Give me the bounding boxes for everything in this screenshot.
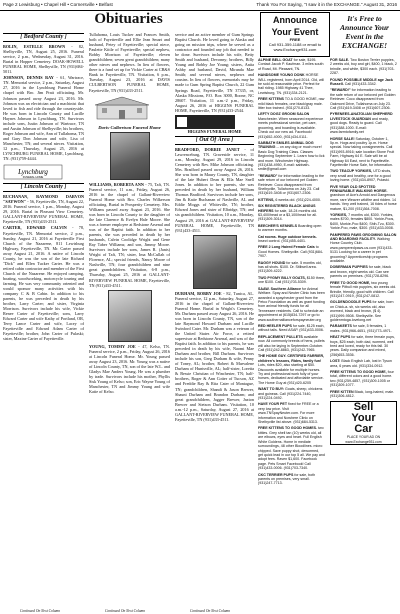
classified-heading: SABBATH SMILES ANIMAL DOG TRAINING [258,140,314,150]
classified-text: 6 weeks old. (931)224-4000. [274,197,321,202]
classified-text: $150 three, one $100. Call (931)703-5309. [258,275,325,285]
classified-heading: LEFTY DOGZ GROOM SALON [258,112,310,117]
obit-young-continued: service and an active member of Gum Springs Baptist Church. He loved going to Alaska and going on mission trips, where he served as a contractor and founded any job that needed to be done. Survivors include his wife, Betty Smith and husband, Devonny; brothers, Billy Young and Bobby Joe Young; sisters, Anita Ashby and husband, David, Miranda Mae Smith; and several nieces, nephews and cousins. In lieu of flowers, memorials may be made to Gum Spring Baptist Church, 22 Gum Springs Road, Fayetteville, TN 37335, or, Alaska Missions, P.O. Box 3000, Boone, NC 28607. Visitation, 11 a.m.-2 p.m., Friday, August 26, 2016 at HIGGINS FUNERAL HOME, Fayetteville, TN (931)433-2544. [175,32,254,113]
classified-heading: TWO PYGMY BILLY GOATS, [258,275,306,280]
classified-heading: RAGGY HOUND [258,260,286,265]
classified-text: for sale, both parents on premises, very small. (931)247-7713. [258,472,316,486]
classified-item [330,324,397,333]
classified-item [330,233,397,264]
classified-item [258,245,325,258]
classified-heading: BEECHER'S KENNELS [258,223,297,228]
classified-text: for sale, three female pups, boys, $25 each, both dad, wormed, well bred and loved, ready for this fall. 30 years. Daily companion and mixed, (256)653-3536. [330,335,395,357]
classified-item [330,370,397,388]
classified-text: Boarding open to warmer months. [258,223,322,233]
davis-culbertson-label: Davis-Culbertson Funeral Home [98,124,161,130]
sell-ad-line: Your [351,412,376,425]
classified-column-2 [330,58,397,606]
classified-text: two young female Pitbull mix puppies, six weeks old. Brindle, friendly, good with children. Call (931)247-0919, (931)247-0812. [330,280,397,298]
obit-name: YOUNG, TOMMY JOE [89,343,136,349]
classified-item [258,97,325,110]
obit-name: WILLIAMS, ROBERTA ANN [89,181,144,187]
classified-text: for Animal Welfare. Spay and Neuter Clinic has been awarded a spay/neuter grant from the Petco Foundation as well as grant funding from animal friendly funds for all Tennessee residents. Call to schedule an appointment at (615)834-7297 or go to www.southernallianceforspayneuter.org [258,286,325,322]
classified-item [258,335,325,353]
classified-item [330,359,397,368]
footer-continued-1: Continued On Next Column [20,609,61,613]
classified-item [258,58,325,71]
classified-text: Black, long-haired, male. (931)306-4812. [330,389,395,399]
classified-item [258,426,325,470]
classified-column-1 [258,58,325,606]
higgins-logo-icon [175,115,235,129]
classified-text: Walking Horse Country Club. www.pamperedpaws-us.com (931)433-5131 Looking for a career in pet grooming? Apprenticeship programs available. [330,237,393,264]
footer-continued-2: Continued On Next Column [105,609,146,613]
obit-text: - 82, Tunica, AL. Funeral service, 12 p.m., Saturday, August 27, 2016 in the chapel of Gallant-Riverview Funeral Home. Burial in Wright's Cemetery. Mr. Durham passed away August 26, 2016. He was born in Lincoln County, TN, son of the late Raymond Howard Durham and Lucille Swinford Cater. Mr. Durham was a veteran of the United States Air Force, a retired supervisor at Redstone Arsenal, and was of the Baptist faith. In addition to his parents, he was preceded in death by his wife, Naomi Mae Durham and brother, Bill Durham. Survivors include his son, Greg Durham & wife, Penny of Toney, AL; brother, Robert & Marvalene Durham of Huntsville, AL; half-sister, Loretta & Bessie Christian of Winchester, TN; half-brothers, Roger & Ann Cotter of Tucson, AZ and Freddie Ray & Rita Cater of Montague, TN; grandchildren, Shandi & Jason Brewer, Shauni Durham and Brandon Durham; and great grandchildren, Jagger Brewer, Jaxton Brewer and Stetson Durham. Visitation, 10 a.m.-12 p.m., Saturday, August 27, 2016 at GALLANT-RIVERVIEW FUNERAL HOME, Fayetteville, TN (931)433-4511. [175,290,254,422]
classified-item [330,265,397,278]
classified-text: for sale, 18-24 months old. $3,400/head or a $3,100/head for all. (931)309-3014. [258,208,318,222]
obit-bolin [3,44,84,74]
obituaries-title: Obituaries [94,11,163,27]
classified-heading: "REWARD!" [330,88,351,93]
classified-item [258,387,325,400]
classified-heading: FREE 2 Long Haired Female Cats [258,245,315,250]
classified-heading: HEAT PUPS [330,335,351,340]
obit-name: BRADFORD, DORRIE JANET [175,146,240,152]
classified-heading: WANT TO BUY: [258,387,285,392]
funeral-home-building-icon [89,95,155,125]
classified-text: for sale, black and brown, eight weeks old. Can see parents on premises. (931)728-8296. [330,265,391,279]
classified-heading: "REWARD" [258,173,278,178]
obit-text: - 56, Fayetteville, TN, August 22, 2016. Funeral service, 1 p.m., Monday, August 29, 2016. Burial in Pleasant View Cemetery. GALLANT-RIVERVIEW FUNERAL HOME, Fayetteville, TN (931)433-2511. [3,199,84,225]
announce-contact: Call 931-359-1188 or email to www.Exchange931.com [268,42,322,52]
classified-heading: FREE TO GOOD HOME, [330,280,371,285]
classified-text: to Good Homes. Shelbyville. Call (931)684-7907. [258,245,324,259]
section-lincoln: [ Lincoln County ] [3,183,84,192]
classified-text: Lots, rides $20, also starting at $50. Discounts available for multiple horses. Try and professional work fully of your horses, dedicated and affordable service. The Home Guy at (931)420-6205 [258,363,324,385]
classified-heading: ALPINE BELL GOAT [258,58,293,62]
classified-item [258,224,325,233]
classified-item [258,473,325,486]
obit-text: - 75, Taft, TN. Funeral service, 11 a.m., Friday, August 26, 2016 in the chapel of Gallant-Riverview Funeral Home with Bro. Charles Wilkerson officiating. Burial in Prosperity Cemetery. Mrs. Williams passed away August 23, 2016. She was born in Lincoln County to the daughter of the late Clarence & Evelyn Hale Moore. She was a former employee at Redstone Arsenal and was of the Baptist faith. In addition to her parents, she was preceded in death by her husbands, Calvin Coolidge Wright and Gene Ray Taber Williams; and son, Jimmy Moore. Survivors include her sons, James R. (Janis) Wright of Taft, TN; sister, Ima McCullah of Florence, AL; special friends, Nancy Moore of Nashville, TN; four grandchildren and nine great grandchildren. Visitation, 6-8 p.m., Thursday, August 25, 2016 at GALLANT-RIVERVIEW FUNERAL HOME, Fayetteville, TN (931)433-4511. [89,181,170,288]
classified-text: UTD shots, very small and healthy, one for a good loving home. (931)434-8907, Pulaski. [330,169,392,183]
obit-name: CARTER, EDWARD CALVIN [3,225,67,231]
obit-buchanan [3,194,84,224]
young-portrait [108,290,152,342]
classified-heading: HANDSOME YOUNG DONK [258,73,305,78]
classified-heading: HORSE SALE! [330,136,355,141]
classified-text: for sale, born on Chick-a- sh, six weeks old, also wormed, black and brown, ($ 4). (931)999-9508. Shelbyville. See goldenmtoga.lovelong.net [330,300,394,322]
obit-williams [89,182,170,288]
classified-item [258,235,325,244]
classified-text: Insect control. (931)455-4401. [258,239,306,244]
classified-heading: PARAKEETS [330,324,352,329]
obit-name: BOLIN, ESTELLE BROWN [3,44,66,50]
sell-ad-line: Sell [353,401,374,414]
announce-box[interactable] [260,12,330,57]
classified-item [258,198,325,202]
header-right: Thank You For Saying, "I saw it in the EXCHANGE." August 31, 2016 [256,2,397,7]
classified-heading: FOUND POSSIBLE MIDDLE age Jack Russell. [330,77,393,87]
classified-text: and ready, good dogs. Ready to guard. Call (931)388-1000. E-mail: www.farmtofamily.net [330,116,389,135]
lynchburg-logo [3,164,84,180]
classified-heading: Cat rooms. Huge outdoor kennels. [258,234,317,239]
classified-item [258,174,325,196]
classified-text: Saturday, October 1, 5p.m. Hogs and poultry 1p.m. Horse special. Now taking consignments. Call (931)993-8916; sale location Stone Fruit Farm, Highway 64 E. Sale will be at Highway 64 East, next to Fayetteville. Fayetteville Horse Sale, for information. [330,136,395,167]
classified-item [330,281,397,299]
classified-item [258,73,325,95]
obit-column-2 [89,32,170,604]
obit-text: - 61, Wartrace, TN. Memorial service, 2 p.m., Saturday, August 27, 2016 in the Lynchburg Funeral Home chapel with Bro. Jim Pratt officiating. Mr. Johnson passed away August 23, 2016. Mr. Johnson was an electrician and a machinist that loved to fish and ride through the countryside. He was born in Lincoln County and Lucille Haynes Johnson in Lynchburg, TN. Survivors include sons, Justin Johnson of Wartrace, TN and Austin Johnson of Shelbyville; his brothers, Roger Johnson and wife, Ann of Tullahoma, TN and Gary Don Johnson and wife, Lisa of Manchester, TN; and several nieces. Visitation, 12 p.m., Thursday, August 25, 2016 at LYNCHBURG FUNERAL HOME, Lynchburg, TN. (931)759-4444. [3,75,84,162]
obit-text: - 78, Fayetteville, TN. Memorial service, 2 p.m., Sunday, August 21, 2016 at Fayetteville First Church of the Nazarene, 811 Lewisburg Highway, Fayetteville, TN. Mr. Carter passed away August 21, 2016. A native of Lincoln County, he was the son of the late Richard "Dick" and Ellen Tucker Carter. He was a retired cabin contractor and member of the First Church of the Nazarene. He enjoyed camping, boating, woodworking, motorcycle touring and farming. He was very community oriented and would sponsor many activities with his company C & B Cabin. In addition to his parents, he was preceded in death by his brother, Larry Carter; and sister, Virginia Morrison. Survivors include his wife, Vickie Renee Carter of Fayetteville; sons, Larry Edward Carter and wife Kathy of Portland, OR, Terry Lance Carter and wife, Lacey of Fayetteville and Edward Adam Carter of Fayetteville; brother, John Carter of Pulaski; sister, Maxine Carter of Fayetteville. [3,225,84,342]
classified-heading: FREE KITTENS [258,97,284,102]
classified-heading: PYRENEES-ANATOLIAN SHEPHERD LIVESTOCK GUARDIAN [330,112,393,121]
classified-heading: KITTENS, [258,197,275,202]
classified-text: Manchester. When seasoned experience meets professional service, pet care, grooming, and boarding is available. Check out our new ad. Facebook! (931)652-4000, (931)434-0111. [258,116,324,139]
classified-item [258,354,325,385]
lynchburg-logo-icon [3,164,63,180]
classified-text: for sale, $195. Contact Jacob P. Kaufman. 3 miles south of Road, Mt. Pleasant, TN. [258,58,324,71]
classified-item [258,112,325,138]
classified-text: HORSE WILL registered, born April 2014. Old, will be sold at reasonable price. Perfect for trail riding. 1985 Highway 41 Thee, Lewisburg, TN. (931)334-2121. [258,73,324,95]
announce-banner [258,11,398,56]
classified-item [330,390,397,399]
classified-text: 7 months old, $300. Yorkies, males $700, females $800. Yorkie-Poos, $400, Morkie-Poo $400, Shih-Tzu, $300. Yorkie-Poo, male, $300. (931)433-0008. [330,213,395,231]
classifieds-section [258,11,398,607]
classified-item [258,141,325,172]
durham-portrait [193,235,237,289]
classified-heading: YORKIES, [330,213,348,217]
classified-text: for sale, $125 each, without tails. Need ASAP. (931)433-0006. [258,323,325,333]
classified-heading: PAMPERED PAWS GROOMING SALON AND BOARDING FACILITY. [330,232,397,242]
classified-heading: FREE KITTEN [330,389,354,394]
header-left: Page 2 Lewisburg • Chapel Hill • Cornersville • Belfast [3,2,113,7]
classified-text: Call (931)433-3342. [343,82,377,87]
williams-portrait [110,132,150,180]
classified-text: TO A GOOD HOME, raw mild black females, one black/gray male. litter box trained. (931)270-8133. [258,97,325,111]
classified-heading: RED HEELER PUPS [258,323,292,328]
sell-ad-line: Car [354,423,373,436]
classified-heading: FOR SALE. [330,58,350,62]
sell-your-car-ad[interactable] [330,401,397,445]
classified-text: available now. All commonly breeds of hens, pullets will also be laying in September-October. Call (931)242-8863, (931)242-7965. [258,334,325,352]
obit-name: DURHAM, BOBBY JOE [175,290,222,296]
announce-price: FREE [289,37,301,42]
classified-heading: FREE KITTENS TO GOOD HOMES. [258,426,318,431]
classified-item [330,137,397,168]
section-out-of-area: [ Out Of Area ] [175,136,254,145]
classified-text: Two Boston Terrier puppies, 2 weeks old, boy and girl, $400, 1 black, 2 brindle, and white, $300 each. (931)703-2287. [330,58,397,76]
classified-item [258,324,325,333]
classified-heading: CKC TERRIER PUPS [258,472,294,477]
classified-heading: SAAW. Southern Alliance [258,286,301,291]
classified-heading: SIX REGISTERED BLACK ANGUS HEIFERS [258,204,316,213]
classified-text: for information leading to the safe return of our beloved pet Golden Retriever. Coco disappeared from Shelbyville, Tullahoma on July 23. Call (931)619-3408 or (931)607-2306. [258,173,324,196]
obit-bradford [175,147,254,233]
classified-item [330,78,397,87]
announce-title-1: Announce [273,15,317,25]
obit-carter-continued: Tullahoma, Louis Tucker and Frances Smith, both of Fayetteville and Ellie Jean Smart and husband, Petey of Fayetteville; special niece, Paulette Kittle of Fayetteville; special nephew, Bobby Morrison of Fayetteville; eleven grandchildren; seven great grandchildren; many other nieces and nephews. In lieu of flowers, there is a fund set up for Vickie Carter at CB&S Bank in Fayetteville, TN. Visitation, 6 p.m., Tuesday, August 23, 2016 at DAVIS CULBERTSON FUNERAL HOME, Fayetteville, TN (931)433-2511. [89,32,170,93]
higgins-ad [175,115,254,134]
classified-item [330,88,397,110]
obit-text: - of Lawrenceburg, TN. Graveside service, 11 a.m., Monday, August 29, 2016 in Lincoln Cemetery with Rev. Mike Johnson officiating. Mrs. Bradford passed away August 26, 2016. She was born in Maury County, TN, daughter of the late Hubert Dean & Ella Mae Snell Jones. In addition to her parents, she was preceded in death by her husband, William Thomas Bradford. Survivors include her sons, Jim & Katie Buchanan of Nashville, AL and Eddie Moggs of Whiteville, TN; brother, Edward Jones and sister of Elbridge, TN; and six grandchildren. Visitation, 10 a.m., Monday, August 29, 2016 at GALLANT-RIVERVIEW FUNERAL HOME, Fayetteville, TN (931)433-4511. [175,146,254,233]
obit-carter [3,225,84,341]
obit-johnson [3,75,84,161]
announce-title-2: Your Event [271,27,319,37]
classified-item [330,335,397,357]
classified-heading: FIVE YEAR OLD SPOTTED FENNARABLE WALKING HORSE. [330,184,388,193]
obit-column-1 [3,32,84,604]
classified-heading: REPLACEMENT PULLETS [258,334,303,339]
obit-young [89,344,170,394]
section-bedford: [ Bedford County ] [3,33,84,42]
classified-item [330,112,397,134]
classified-text: Black English Lab, lost in Tyson area, 6 years old. (931)334-0912. [330,359,392,368]
classified-item [330,185,397,211]
obit-text: - 82, Shelbyville, TN, August 25, 2016. Funeral service, 2 p.m., Wednesday, August 31, 2016. Burial in Hopper Cemetery. DOAK-HOWELL FUNERAL HOME, Shelbyville, TN (931)684-5011. [3,44,84,75]
classified-item [258,276,325,285]
classified-text: four total, different colors and a good home. two (931)259-4857, (931)309-1005 or (931)309-1077. [330,370,394,388]
obit-durham [175,291,254,422]
obit-column-3 [175,32,254,604]
classified-item [330,300,397,322]
classified-heading: GOLDENDOODLE PUPS [330,300,372,305]
footer-continued-3: Continued On Next Column [190,609,231,613]
obit-text: - 47, Kelso, TN. Funeral service, 2 p.m., Friday, August 26, 2016 at Lincoln Funeral Home. Mr. Young passed away August 23, 2016. Mr. Young was a native of Lincoln County, TN, son of the late W.L. and Gladys Mae Anders Young. He was a plumber by trade. Survivors include his mother, Phyllis Sisk Young of Kelso; son, Eric Wayne Young of Manchester, TN and Jimmy Young and wife Katie of Kelso. [89,343,170,395]
announce-slogan: It's Free to Announce Your Event in the EXCHANGE! [339,14,390,50]
classified-heading: DOBERMAN PUPPIES [330,265,368,270]
classified-heading: LOST: [330,359,341,364]
classified-text: for sale, 5 females, 1 males. (931)966-4651, (931)773-4971. [330,324,392,333]
classified-heading: FREE KITTENS TO GOOD HOME, [330,370,387,374]
classified-text: Goats, sheep, chickens and guineas. Call (931)224-7440, (931)224-0492. [258,387,323,401]
classified-text: -- on any dog or much more! Basic Dog Training Class. Classes Beginning September 1. Learn how to lick and more. Winchester Highway. (931)438-4950, E-mail: sabbath-smile@gmail.com [258,145,325,172]
higgins-label: HIGGINS FUNERAL HOME [187,128,242,134]
obit-name: BUCHANAN, RAYMOND DARVON "SAYWON" [3,194,84,205]
classified-item [330,213,397,231]
obituaries-section [3,11,254,607]
classified-item [258,287,325,322]
classified-text: for information leading to the safe return of our beloved pet Golden Retriever. Coco disappeared from Oakmont Drive, Tullahoma on July 23. Call (931)619-3408 or (931)607-2306. [330,88,396,111]
classified-item [330,58,397,76]
classified-text: grandson of Ace's Arnold and Dangerous more, rare Weaver wildfire and ridden. 14 hands. Very well trained, 16 tides of horse mature, $1,200 (931)364-7008. [330,193,397,211]
classified-item [258,204,325,222]
classified-text: for sale. 5 months old, has all shots. $100. Dr. Stillwell area. (931)309-4222. [258,260,322,274]
classified-item [330,169,397,182]
sell-ad-subtext: PLACE YOUR AD ON www.Exchange931.com [345,435,382,444]
obit-name: JOHNSON, DENNIS RAY [3,75,54,81]
classified-text: fixed for FREE or a very low price. Visit www.TNSpayNeuter.com. For more information and Nowhere Clinic on Shelbyville list above. (931)684-5313. [258,402,319,425]
classified-heading: THE HOME GUY. CERTIFIED FARRIER, children's lessons, Rides, family fun! [258,354,325,363]
svg-text:FUNERAL HOME: FUNERAL HOME [22,176,44,180]
svg-text:Lynchburg: Lynchburg [18,168,48,177]
classified-item [258,261,325,274]
davis-culbertson-ad [89,95,170,130]
classified-text: two kitties. Grey shell tan (10) weeks old, all are elbows, eyes and heart. Full English White Goldens. Home in mediate surroundings, 48 other Bloodlines. micro chipped. Save puppy shot, dewormed, get quick lead in our top 5 all. We pay and adopt fees. Raven $1,600. Facebook page. Pets Smart Facebook! Call (931)433-0006. (931)703-7340. [258,426,325,471]
classified-heading: HAVE YOUR PET [258,402,288,407]
classified-item [258,402,325,424]
classified-heading: TWO TEACUP YORKIES, [330,169,373,174]
page-header [0,0,400,11]
